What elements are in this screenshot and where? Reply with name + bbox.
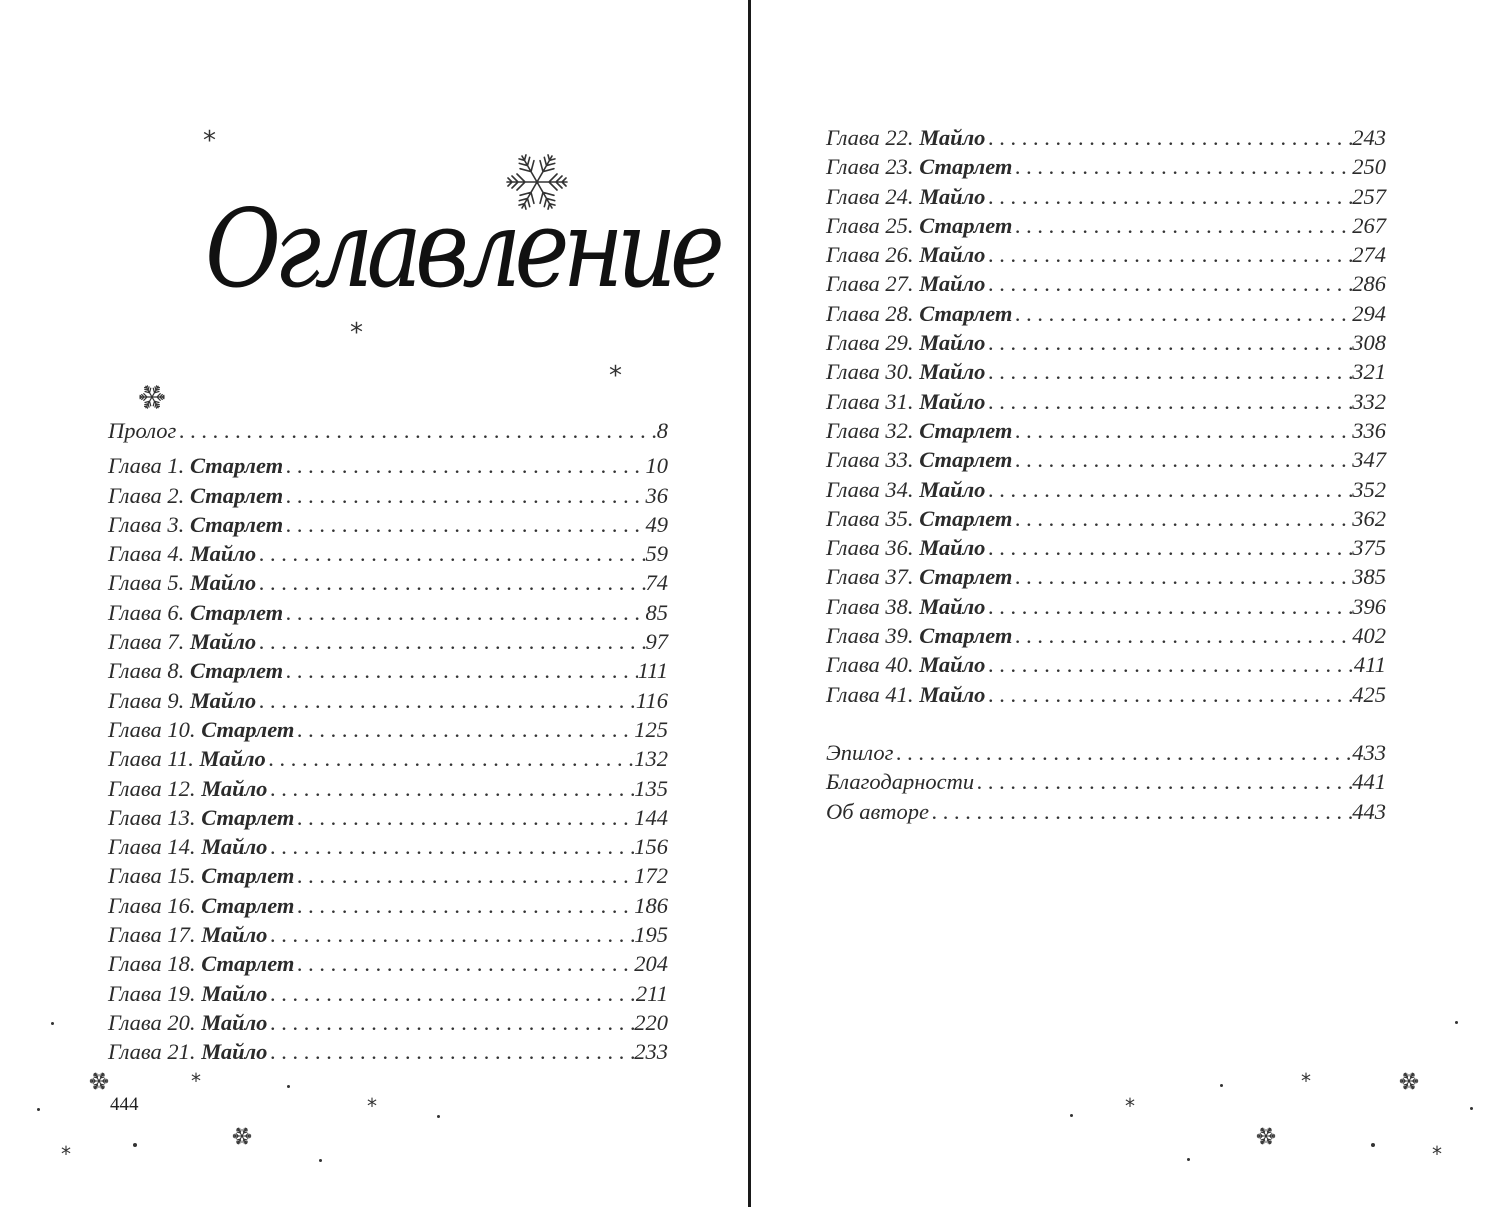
- snow-dot: [51, 1022, 54, 1025]
- toc-entry-label: Глава 20. Майло: [108, 1009, 268, 1035]
- toc-entry-chapter-7[interactable]: [108, 629, 668, 658]
- toc-entry-chapter-40[interactable]: [826, 652, 1386, 681]
- toc-entry-chapter-28[interactable]: [826, 301, 1386, 330]
- snowflake-icon: [232, 1126, 252, 1146]
- dot-leader: [1012, 154, 1352, 180]
- toc-entry-chapter-22[interactable]: [826, 125, 1386, 154]
- dot-leader: [267, 1010, 634, 1036]
- toc-page-number: 233: [634, 1039, 668, 1065]
- toc-page-number: 59: [645, 541, 668, 567]
- dot-leader: [256, 688, 636, 714]
- toc-entry-label: Глава 36. Майло: [826, 535, 986, 561]
- snow-dot: [1187, 1158, 1190, 1161]
- narrator-name: Старлет: [189, 511, 284, 537]
- toc-page-number: 36: [645, 482, 668, 508]
- snow-dot: [1371, 1143, 1375, 1147]
- toc-entry-chapter-18[interactable]: [108, 951, 668, 980]
- toc-entry-label: Глава 29. Майло: [826, 330, 986, 356]
- toc-entry-label: Глава 16. Старлет: [108, 892, 295, 918]
- toc-page-number: 49: [645, 511, 668, 537]
- toc-entry-label: Глава 6. Старлет: [108, 599, 284, 625]
- toc-list-left: [108, 418, 668, 1069]
- toc-page-number: 243: [1352, 125, 1386, 150]
- toc-entry-chapter-4[interactable]: [108, 541, 668, 570]
- toc-page-number: 195: [634, 922, 668, 948]
- snowflake-icon: [89, 1071, 109, 1091]
- dot-leader: [985, 125, 1352, 151]
- narrator-name: Майло: [189, 687, 257, 713]
- toc-entry-label: Глава 26. Майло: [826, 242, 986, 268]
- toc-page-number: 362: [1352, 505, 1386, 531]
- narrator-name: Старлет: [919, 623, 1013, 649]
- toc-page-number: 274: [1352, 242, 1386, 268]
- narrator-name: Старлет: [919, 447, 1013, 473]
- toc-page-number: 396: [1352, 593, 1386, 619]
- toc-entry-chapter-38[interactable]: [826, 594, 1386, 623]
- narrator-name: Майло: [201, 922, 268, 948]
- dot-leader: [256, 629, 645, 655]
- toc-page-number: 411: [1353, 652, 1386, 678]
- narrator-name: Майло: [189, 570, 257, 596]
- toc-page-number: 204: [634, 951, 668, 977]
- toc-entry-label: Об авторе: [826, 798, 929, 824]
- toc-entry-chapter-6[interactable]: [108, 600, 668, 629]
- toc-entry-chapter-1[interactable]: [108, 453, 668, 482]
- narrator-name: Майло: [201, 1009, 268, 1035]
- toc-list-right: [826, 125, 1386, 828]
- toc-entry-label: Глава 31. Майло: [826, 388, 986, 414]
- toc-entry-chapter-3[interactable]: [108, 512, 668, 541]
- toc-page-number: 286: [1352, 271, 1386, 297]
- toc-page-number: 220: [634, 1009, 668, 1035]
- toc-entry-label: Глава 41. Майло: [826, 681, 986, 707]
- dot-leader: [974, 769, 1352, 795]
- toc-entry-chapter-9[interactable]: [108, 688, 668, 717]
- toc-entry-label: Глава 19. Майло: [108, 980, 268, 1006]
- narrator-name: Майло: [919, 593, 986, 619]
- toc-entry-chapter-13[interactable]: [108, 805, 668, 834]
- dot-leader: [1012, 301, 1352, 327]
- toc-entry-label: Глава 18. Старлет: [108, 951, 295, 977]
- narrator-name: Майло: [199, 746, 266, 772]
- toc-page-number: 10: [645, 453, 668, 479]
- toc-page-number: 116: [635, 687, 668, 713]
- toc-entry-chapter-24[interactable]: [826, 184, 1386, 213]
- snowflake-icon: [1399, 1071, 1419, 1091]
- toc-entry-chapter-8[interactable]: [108, 658, 668, 687]
- narrator-name: Старлет: [919, 564, 1013, 590]
- toc-page-number: 402: [1352, 623, 1386, 649]
- narrator-name: Старлет: [189, 658, 284, 684]
- narrator-name: Старлет: [201, 863, 295, 889]
- snow-dot: [1470, 1107, 1473, 1110]
- dot-leader: [985, 682, 1352, 708]
- asterisk-icon: *: [203, 126, 216, 156]
- toc-page-number: 385: [1352, 564, 1386, 590]
- dot-leader: [256, 570, 645, 596]
- toc-entry-chapter-41[interactable]: [826, 682, 1386, 711]
- narrator-name: Майло: [919, 359, 986, 385]
- toc-page-number: 425: [1352, 681, 1386, 707]
- asterisk-icon: *: [1432, 1142, 1442, 1166]
- narrator-name: Старлет: [919, 212, 1013, 238]
- snow-dot: [37, 1108, 40, 1111]
- snow-dot: [1070, 1114, 1073, 1117]
- toc-page-number: 172: [634, 863, 668, 889]
- toc-entry-label: Глава 25. Старлет: [826, 212, 1013, 238]
- page-number: 444: [110, 1094, 139, 1115]
- asterisk-icon: *: [367, 1094, 377, 1118]
- toc-entry-acknowledgements[interactable]: [826, 769, 1386, 798]
- toc-entry-label: Глава 9. Майло: [108, 687, 257, 713]
- narrator-name: Майло: [919, 242, 986, 268]
- dot-leader: [985, 330, 1352, 356]
- snow-dot: [1455, 1021, 1458, 1024]
- narrator-name: Майло: [919, 652, 986, 678]
- dot-leader: [283, 453, 645, 479]
- snow-dot: [287, 1085, 290, 1088]
- toc-page-number: 156: [634, 834, 668, 860]
- snowflake-icon: [1256, 1126, 1276, 1146]
- toc-entry-label: Глава 23. Старлет: [826, 154, 1013, 180]
- toc-entry-label: Глава 10. Старлет: [108, 716, 295, 742]
- toc-entry-chapter-5[interactable]: [108, 570, 668, 599]
- dot-leader: [266, 746, 634, 772]
- dot-leader: [294, 805, 634, 831]
- snow-dot: [1220, 1084, 1223, 1087]
- toc-entry-label: Глава 11. Майло: [108, 746, 266, 772]
- dot-leader: [283, 600, 645, 626]
- dot-leader: [985, 535, 1352, 561]
- snow-dot: [133, 1143, 137, 1147]
- dot-leader: [267, 981, 635, 1007]
- toc-entry-chapter-21[interactable]: [108, 1039, 668, 1068]
- dot-leader: [985, 652, 1353, 678]
- toc-entry-label: Глава 3. Старлет: [108, 511, 284, 537]
- toc-entry-prologue[interactable]: [108, 418, 668, 447]
- narrator-name: Майло: [919, 388, 986, 414]
- snow-dot: [437, 1115, 440, 1118]
- toc-page-number: 211: [635, 980, 668, 1006]
- dot-leader: [294, 717, 634, 743]
- dot-leader: [985, 389, 1352, 415]
- toc-entry-chapter-32[interactable]: [826, 418, 1386, 447]
- toc-entry-label: Глава 4. Майло: [108, 541, 257, 567]
- narrator-name: Майло: [201, 1039, 268, 1065]
- toc-entry-chapter-27[interactable]: [826, 271, 1386, 300]
- toc-entry-label: Глава 33. Старлет: [826, 447, 1013, 473]
- toc-entry-chapter-31[interactable]: [826, 389, 1386, 418]
- toc-entry-chapter-30[interactable]: [826, 359, 1386, 388]
- dot-leader: [985, 184, 1352, 210]
- narrator-name: Майло: [919, 681, 986, 707]
- toc-page-number: 433: [1352, 739, 1386, 765]
- dot-leader: [1012, 213, 1352, 239]
- dot-leader: [985, 477, 1352, 503]
- toc-page-number: 74: [645, 570, 668, 596]
- asterisk-icon: *: [609, 361, 622, 391]
- dot-leader: [294, 863, 634, 889]
- toc-entry-label: Пролог: [108, 418, 177, 443]
- toc-entry-label: Глава 13. Старлет: [108, 804, 295, 830]
- toc-entry-chapter-34[interactable]: [826, 477, 1386, 506]
- dot-leader: [267, 834, 634, 860]
- toc-entry-chapter-23[interactable]: [826, 154, 1386, 183]
- narrator-name: Старлет: [919, 417, 1013, 443]
- toc-entry-chapter-15[interactable]: [108, 863, 668, 892]
- narrator-name: Майло: [201, 834, 268, 860]
- toc-entry-label: Глава 27. Майло: [826, 271, 986, 297]
- toc-page-number: 375: [1352, 535, 1386, 561]
- toc-entry-label: Глава 37. Старлет: [826, 564, 1013, 590]
- narrator-name: Старлет: [201, 951, 295, 977]
- narrator-name: Старлет: [919, 300, 1013, 326]
- toc-entry-label: Глава 28. Старлет: [826, 300, 1013, 326]
- dot-leader: [1012, 564, 1352, 590]
- dot-leader: [267, 922, 634, 948]
- dot-leader: [985, 359, 1352, 385]
- toc-entry-label: Благодарности: [826, 769, 975, 795]
- toc-entry-label: Глава 34. Майло: [826, 476, 986, 502]
- toc-entry-chapter-14[interactable]: [108, 834, 668, 863]
- dot-leader: [294, 951, 634, 977]
- toc-page-number: 85: [645, 599, 668, 625]
- asterisk-icon: *: [1125, 1094, 1135, 1118]
- toc-entry-chapter-10[interactable]: [108, 717, 668, 746]
- toc-page-number: 267: [1352, 212, 1386, 238]
- asterisk-icon: *: [191, 1069, 201, 1093]
- toc-entry-label: Глава 35. Старлет: [826, 505, 1013, 531]
- narrator-name: Майло: [919, 271, 986, 297]
- dot-leader: [267, 1039, 634, 1065]
- toc-entry-label: Глава 7. Майло: [108, 629, 257, 655]
- toc-entry-chapter-36[interactable]: [826, 535, 1386, 564]
- toc-page-number: 294: [1352, 300, 1386, 326]
- toc-entry-chapter-12[interactable]: [108, 776, 668, 805]
- toc-entry-label: Глава 17. Майло: [108, 922, 268, 948]
- narrator-name: Майло: [189, 541, 257, 567]
- toc-page-number: 8: [656, 418, 668, 443]
- narrator-name: Майло: [919, 535, 986, 561]
- toc-page-number: 347: [1352, 447, 1386, 473]
- asterisk-icon: *: [61, 1142, 71, 1166]
- toc-page-number: 144: [634, 804, 668, 830]
- narrator-name: Старлет: [189, 599, 284, 625]
- dot-leader: [283, 483, 645, 509]
- toc-entry-label: Глава 30. Майло: [826, 359, 986, 385]
- toc-page-number: 336: [1352, 417, 1386, 443]
- dot-leader: [176, 418, 656, 444]
- snowflake-icon: [503, 148, 571, 216]
- toc-entry-label: Глава 22. Майло: [826, 125, 986, 150]
- dot-leader: [1012, 447, 1352, 473]
- narrator-name: Старлет: [201, 892, 295, 918]
- toc-entry-label: Глава 32. Старлет: [826, 417, 1013, 443]
- narrator-name: Старлет: [201, 716, 295, 742]
- asterisk-icon: *: [350, 318, 363, 348]
- toc-entry-label: Глава 39. Старлет: [826, 623, 1013, 649]
- toc-entry-chapter-17[interactable]: [108, 922, 668, 951]
- toc-page-number: 135: [634, 775, 668, 801]
- toc-page-number: 441: [1352, 769, 1386, 795]
- toc-page-number: 352: [1352, 476, 1386, 502]
- toc-page-number: 111: [637, 658, 668, 684]
- toc-entry-label: Глава 8. Старлет: [108, 658, 284, 684]
- toc-entry-label: Эпилог: [826, 739, 894, 765]
- toc-page-number: 443: [1352, 798, 1386, 824]
- dot-leader: [1012, 623, 1352, 649]
- toc-entry-label: Глава 1. Старлет: [108, 453, 284, 479]
- dot-leader: [256, 541, 645, 567]
- toc-page-number: 132: [634, 746, 668, 772]
- toc-entry-chapter-26[interactable]: [826, 242, 1386, 271]
- toc-entry-chapter-20[interactable]: [108, 1010, 668, 1039]
- toc-entry-label: Глава 21. Майло: [108, 1039, 268, 1065]
- toc-entry-label: Глава 40. Майло: [826, 652, 986, 678]
- toc-entry-chapter-35[interactable]: [826, 506, 1386, 535]
- toc-page-number: 97: [645, 629, 668, 655]
- dot-leader: [283, 512, 645, 538]
- toc-page-number: 257: [1352, 183, 1386, 209]
- narrator-name: Майло: [919, 183, 986, 209]
- toc-entry-chapter-11[interactable]: [108, 746, 668, 775]
- narrator-name: Майло: [201, 980, 268, 1006]
- dot-leader: [985, 242, 1352, 268]
- snowflake-icon: [138, 383, 166, 411]
- toc-entry-label: Глава 2. Старлет: [108, 482, 284, 508]
- dot-leader: [893, 740, 1352, 766]
- toc-page-number: 321: [1352, 359, 1386, 385]
- dot-leader: [985, 271, 1352, 297]
- dot-leader: [1012, 506, 1352, 532]
- dot-leader: [929, 799, 1352, 825]
- narrator-name: Майло: [919, 476, 986, 502]
- narrator-name: Майло: [201, 775, 268, 801]
- narrator-name: Старлет: [919, 505, 1013, 531]
- narrator-name: Старлет: [189, 482, 284, 508]
- toc-entry-chapter-39[interactable]: [826, 623, 1386, 652]
- dot-leader: [1012, 418, 1352, 444]
- narrator-name: Старлет: [919, 154, 1013, 180]
- toc-page-number: 186: [634, 892, 668, 918]
- toc-entry-chapter-33[interactable]: [826, 447, 1386, 476]
- toc-entry-label: Глава 14. Майло: [108, 834, 268, 860]
- toc-page-number: 250: [1352, 154, 1386, 180]
- toc-page-number: 308: [1352, 330, 1386, 356]
- snow-dot: [319, 1159, 322, 1162]
- narrator-name: Старлет: [189, 453, 284, 479]
- toc-page-number: 125: [634, 716, 668, 742]
- narrator-name: Майло: [189, 629, 257, 655]
- narrator-name: Майло: [919, 330, 986, 356]
- page-title: Оглавление: [205, 187, 718, 312]
- dot-leader: [267, 776, 634, 802]
- left-page: [0, 0, 748, 1207]
- toc-entry-chapter-2[interactable]: [108, 483, 668, 512]
- toc-entry-about-author[interactable]: [826, 799, 1386, 828]
- toc-entry-chapter-19[interactable]: [108, 981, 668, 1010]
- toc-entry-label: Глава 24. Майло: [826, 183, 986, 209]
- toc-entry-label: Глава 38. Майло: [826, 593, 986, 619]
- toc-entry-label: Глава 12. Майло: [108, 775, 268, 801]
- dot-leader: [294, 893, 634, 919]
- toc-entry-epilogue[interactable]: [826, 740, 1386, 769]
- dot-leader: [985, 594, 1352, 620]
- narrator-name: Майло: [919, 125, 986, 150]
- toc-entry-label: Глава 15. Старлет: [108, 863, 295, 889]
- toc-entry-chapter-37[interactable]: [826, 564, 1386, 593]
- dot-leader: [283, 658, 637, 684]
- toc-entry-chapter-29[interactable]: [826, 330, 1386, 359]
- toc-page-number: 332: [1352, 388, 1386, 414]
- asterisk-icon: *: [1301, 1069, 1311, 1093]
- toc-entry-label: Глава 5. Майло: [108, 570, 257, 596]
- toc-entry-chapter-25[interactable]: [826, 213, 1386, 242]
- narrator-name: Старлет: [201, 804, 295, 830]
- toc-entry-chapter-16[interactable]: [108, 893, 668, 922]
